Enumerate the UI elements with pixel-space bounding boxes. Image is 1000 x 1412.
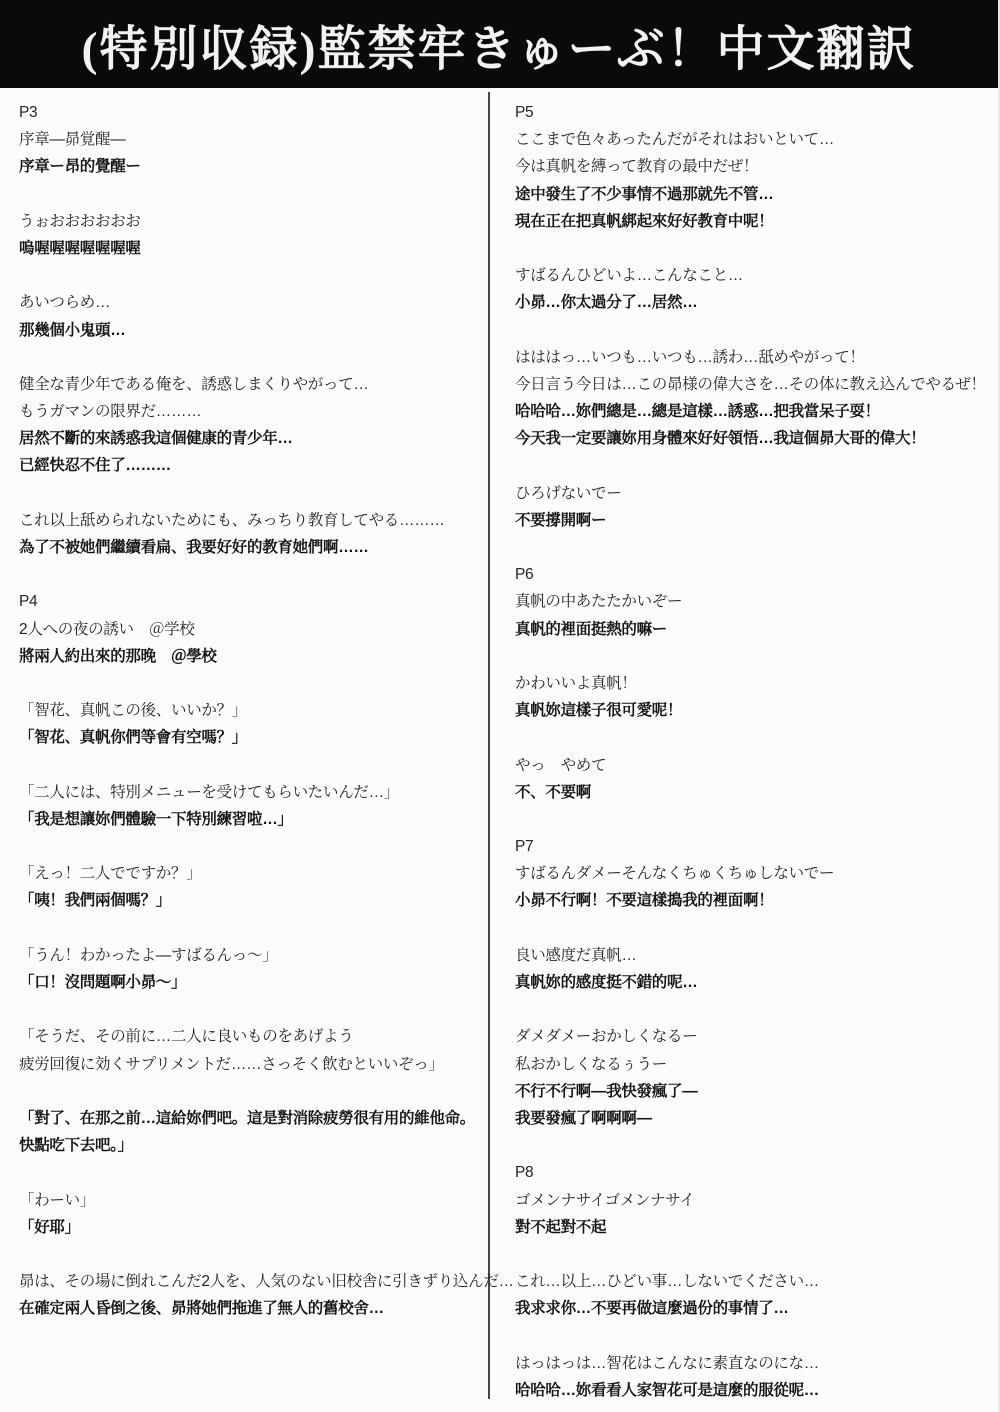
text-line: 為了不被她們繼續看扁、我要好好的教育她們啊…… bbox=[19, 539, 369, 556]
text-line: 今日言う今日は…この昴様の偉大さを…その体に教え込んでやるぜ！ bbox=[515, 375, 986, 393]
text-line: ひろげないでー bbox=[515, 484, 622, 502]
blank-line bbox=[515, 1132, 995, 1159]
page-number-label: P4 bbox=[19, 593, 38, 611]
blank-line bbox=[19, 1078, 485, 1105]
page-number-label: P7 bbox=[515, 838, 534, 856]
text-line: 良い感度だ真帆… bbox=[515, 946, 637, 964]
page-title: (特別収録)監禁牢きゅーぶ！中文翻訳 bbox=[81, 22, 917, 76]
page-number-label: P8 bbox=[515, 1164, 534, 1182]
blank-line bbox=[19, 1241, 485, 1268]
text-line: 已經快忍不住了……… bbox=[19, 457, 172, 475]
text-line: 序章ー昂的覺醒ー bbox=[19, 158, 141, 176]
text-line: 真帆の中あたたかいぞー bbox=[515, 593, 683, 611]
text-line: 今は真帆を縛って教育の最中だぜ！ bbox=[515, 158, 759, 176]
blank-line bbox=[19, 561, 485, 588]
text-line: 「智花、真帆你們等會有空嗎？」 bbox=[19, 729, 248, 747]
text-line: 真帆妳這樣子很可愛呢！ bbox=[515, 702, 683, 720]
blank-line bbox=[515, 1241, 995, 1268]
text-line: ここまで色々あったんだがそれはおいといて… bbox=[515, 131, 835, 149]
text-line: 序章—昴覚醒— bbox=[19, 131, 126, 149]
text-line: 在確定兩人昏倒之後、昴將她們拖進了無人的舊校舍… bbox=[19, 1300, 384, 1318]
blank-line bbox=[19, 262, 485, 289]
text-line: 小昴…你太過分了…居然… bbox=[515, 294, 698, 312]
text-line: これ…以上…ひどい事…しないでください… bbox=[515, 1273, 820, 1291]
title-banner bbox=[0, 0, 998, 88]
text-line: 「二人には、特別メニューを受けてもらいたいんだ…」 bbox=[19, 783, 400, 801]
text-line: 途中發生了不少事情不過那就先不管… bbox=[515, 185, 774, 203]
text-line: 真帆的裡面挺熱的嘛ー bbox=[515, 620, 668, 638]
blank-line bbox=[515, 235, 995, 262]
text-line: 今天我一定要讓妳用身體來好好領悟…我這個昴大哥的偉大！ bbox=[515, 430, 926, 448]
text-line: 「智花、真帆この後、いいか？」 bbox=[19, 702, 248, 720]
text-line: 「咦！我們兩個嗎？」 bbox=[19, 892, 172, 910]
text-line: 哈哈哈…妳們總是…總是這樣…誘惑…把我當呆子耍！ bbox=[515, 403, 880, 421]
text-line: 「好耶」 bbox=[19, 1218, 80, 1236]
blank-line bbox=[19, 480, 485, 507]
text-line: はははっ…いつも…いつも…誘わ…舐めやがって！ bbox=[515, 348, 865, 366]
text-line: 不、不要啊 bbox=[515, 783, 592, 801]
text-line: 「我是想讓妳們體驗一下特別練習啦…」 bbox=[19, 810, 293, 828]
text-line: 嗚喔喔喔喔喔喔喔 bbox=[19, 239, 141, 257]
text-line: 真帆妳的感度挺不錯的呢… bbox=[515, 974, 698, 991]
text-line: 小昴不行啊！不要這樣搗我的裡面啊！ bbox=[515, 892, 774, 910]
blank-line bbox=[515, 534, 995, 561]
text-line: 昴は、その場に倒れこんだ2人を、人気のない旧校舎に引きずり込んだ… bbox=[19, 1273, 514, 1291]
text-line: うぉおおおおおお bbox=[19, 212, 141, 230]
page-number-label: P6 bbox=[515, 566, 534, 584]
text-line: ゴメンナサイゴメンナサイ bbox=[515, 1191, 695, 1209]
translation-content bbox=[0, 99, 998, 1412]
blank-line bbox=[515, 1322, 995, 1349]
text-line: 居然不斷的來誘惑我這個健康的青少年… bbox=[19, 430, 293, 448]
text-line: 「うん！わかったよ—すばるんっ～」 bbox=[19, 946, 278, 964]
text-line: かわいいよ真帆！ bbox=[515, 674, 637, 692]
text-line: 私おかしくなるぅうー bbox=[515, 1055, 668, 1073]
blank-line bbox=[515, 915, 995, 942]
blank-line bbox=[515, 724, 995, 751]
text-line: 疲労回復に効くサプリメントだ……さっそく飲むといいぞっ」 bbox=[19, 1055, 444, 1073]
text-line: 健全な青少年である俺を、誘惑しまくりやがって… bbox=[19, 375, 369, 393]
text-line: これ以上舐められないためにも、みっちり教育してやる……… bbox=[19, 511, 445, 529]
blank-line bbox=[19, 833, 485, 860]
blank-line bbox=[19, 670, 485, 697]
text-line: 我求求你…不要再做這麼過份的事情了… bbox=[515, 1300, 789, 1318]
text-line: 對不起對不起 bbox=[515, 1218, 607, 1236]
blank-line bbox=[515, 317, 995, 344]
blank-line bbox=[515, 806, 995, 833]
text-line: 我要發瘋了啊啊啊— bbox=[515, 1109, 652, 1127]
left-column bbox=[19, 99, 514, 1322]
text-line: 哈哈哈…妳看看人家智花可是這麼的服從呢… bbox=[515, 1381, 820, 1399]
page-number-label: P3 bbox=[19, 104, 38, 121]
right-column bbox=[515, 99, 995, 1404]
text-line: 不行不行啊—我快發瘋了— bbox=[515, 1082, 698, 1100]
text-line: 「口！沒問題啊小昴～」 bbox=[19, 974, 187, 991]
blank-line bbox=[19, 915, 485, 942]
text-line: あいつらめ… bbox=[19, 294, 111, 312]
text-line: 「そうだ、その前に…二人に良いものをあげよう bbox=[19, 1028, 354, 1046]
blank-line bbox=[19, 1159, 485, 1186]
text-line: はっはっは…智花はこんなに素直なのにな… bbox=[515, 1354, 820, 1372]
text-line: 「わーい」 bbox=[19, 1191, 96, 1209]
text-line: すばるんひどいよ…こんなこと… bbox=[515, 267, 744, 285]
text-line: 「對了、在那之前…這給妳們吧。這是對消除疲勞很有用的維他命。 bbox=[19, 1109, 476, 1127]
blank-line bbox=[19, 752, 485, 779]
text-line: すばるんダメーそんなくちゅくちゅしないでー bbox=[515, 865, 835, 883]
text-line: 現在正在把真帆綁起來好好教育中呢！ bbox=[515, 212, 774, 230]
blank-line bbox=[19, 344, 485, 371]
text-line: 「えっ！二人でですか？」 bbox=[19, 865, 202, 883]
text-line: ダメダメーおかしくなるー bbox=[515, 1028, 698, 1046]
text-line: もうガマンの限界だ……… bbox=[19, 403, 202, 421]
page-number-label: P5 bbox=[515, 104, 534, 121]
blank-line bbox=[515, 996, 995, 1023]
blank-line bbox=[19, 181, 485, 208]
blank-line bbox=[19, 996, 485, 1023]
blank-line bbox=[515, 452, 995, 479]
text-line: 快點吃下去吧。」 bbox=[19, 1137, 133, 1155]
text-line: やっ やめて bbox=[515, 756, 607, 774]
text-line: 不要撐開啊ー bbox=[515, 511, 607, 529]
text-line: 將兩人約出來的那晚 ＠學校 bbox=[19, 647, 217, 665]
text-line: 2人への夜の誘い ＠学校 bbox=[19, 620, 195, 638]
text-line: 那幾個小鬼頭… bbox=[19, 321, 126, 339]
blank-line bbox=[515, 643, 995, 670]
